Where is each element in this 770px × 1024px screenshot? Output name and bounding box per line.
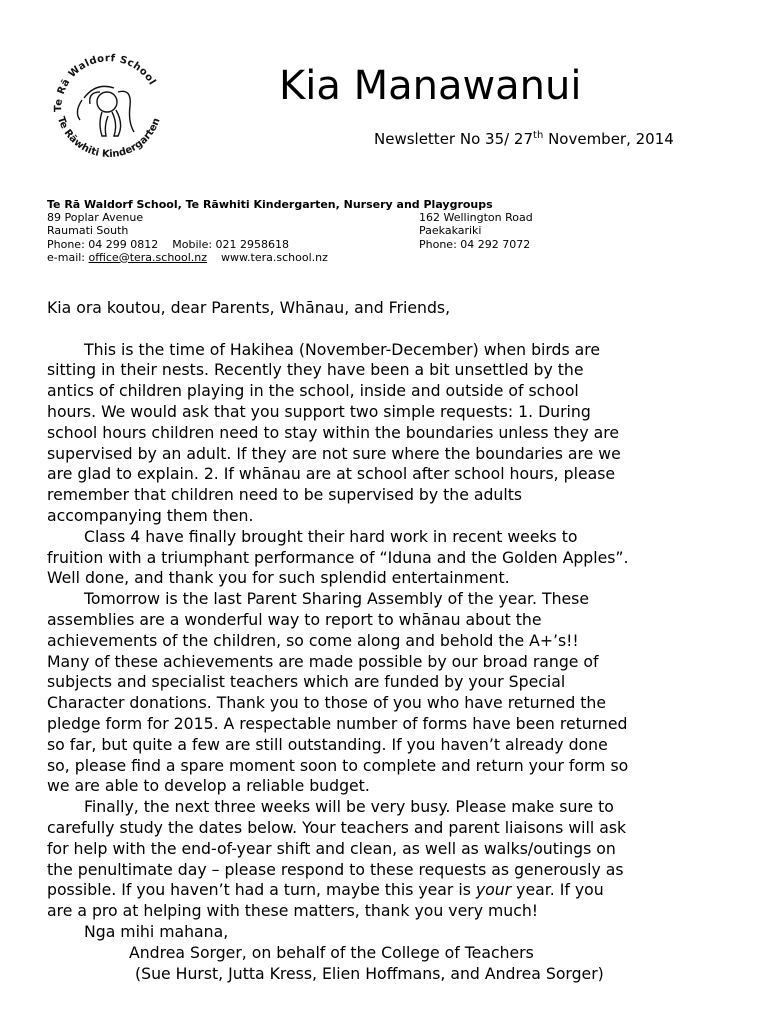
body-line: achievements of the children, so come along and behold the A+’s!! bbox=[47, 630, 579, 650]
body-line: antics of children playing in the school, inside and outside of school bbox=[47, 381, 579, 401]
body-line: Class 4 have finally brought their hard work in recent weeks to bbox=[84, 526, 578, 546]
org-name: Te Rā Waldorf School, Te Rāwhiti Kindergarten, Nursery and Playgroups bbox=[47, 198, 493, 211]
body-line: Many of these achievements are made possible by our broad range of bbox=[47, 651, 599, 671]
phone-left: Phone: 04 299 0812 bbox=[47, 237, 159, 251]
svg-text:Te Rāwhiti Kindergarten bbox=[55, 115, 163, 160]
email-link[interactable]: office@tera.school.nz bbox=[88, 250, 208, 264]
body-line: pledge form for 2015. A respectable number of forms have been returned bbox=[47, 713, 628, 733]
signature: Andrea Sorger, on behalf of the College of Teachers bbox=[129, 942, 534, 962]
body-line: Character donations. Thank you to those of you who have returned the bbox=[47, 693, 607, 713]
logo-text-top: Te Rā Waldorf School bbox=[53, 53, 158, 113]
body-line: carefully study the dates below. Your teachers and parent liaisons will ask bbox=[47, 817, 627, 837]
body-line: so far, but quite a few are still outstanding. If you haven’t already done bbox=[47, 734, 608, 754]
body-line: so, please find a spare moment soon to complete and return your form so bbox=[47, 755, 629, 775]
address-line-2: Raumati South bbox=[47, 224, 129, 238]
body-line: remember that children need to be supervised by the adults bbox=[47, 485, 523, 505]
body-line: sitting in their nests. Recently they have been a bit unsettled by the bbox=[47, 360, 584, 380]
phone-right: Phone: 04 292 7072 bbox=[419, 237, 531, 251]
address-right-line-2: Paekakariki bbox=[419, 224, 482, 238]
svg-text:Te Rā Waldorf School bbox=[53, 53, 158, 112]
logo-figure bbox=[77, 86, 134, 136]
newsletter-sup: th bbox=[533, 130, 544, 141]
closing: Nga mihi mahana, bbox=[84, 921, 229, 941]
body-line: Tomorrow is the last Parent Sharing Assembly of the year. These bbox=[84, 589, 589, 609]
body-line: supervised by an adult. If they are not sure where the boundaries are we bbox=[47, 443, 621, 463]
body-line: hours. We would ask that you support two simple requests: 1. During bbox=[47, 401, 591, 421]
body-line: school hours children need to stay within the boundaries unless they are bbox=[47, 422, 619, 442]
address-right-line-1: 162 Wellington Road bbox=[419, 211, 533, 225]
body-line: for help with the end-of-year shift and clean, as well as walks/outings on bbox=[47, 838, 616, 858]
body-line: we are able to develop a reliable budget. bbox=[47, 776, 370, 796]
body-line: assemblies are a wonderful way to report to whānau about the bbox=[47, 609, 542, 629]
body-line-your bbox=[47, 880, 737, 901]
page-title: Kia Manawanui bbox=[279, 63, 582, 109]
body-line: Finally, the next three weeks will be very busy. Please make sure to bbox=[84, 797, 614, 817]
newsletter-prefix: Newsletter No 35/ 27 bbox=[374, 130, 534, 148]
greeting: Kia ora koutou, dear Parents, Whānau, and Friends, bbox=[47, 298, 451, 317]
body-line: subjects and specialist teachers which are funded by your Special bbox=[47, 672, 566, 692]
body-line: This is the time of Hakihea (November-December) when birds are bbox=[84, 339, 601, 359]
body-line: accompanying them then. bbox=[47, 505, 254, 525]
your-pre: possible. If you haven’t had a turn, maybe this year is bbox=[47, 880, 476, 900]
address-line-1: 89 Poplar Avenue bbox=[47, 211, 144, 225]
body-line: are glad to explain. 2. If whānau are at school after school hours, please bbox=[47, 464, 616, 484]
body-line: Well done, and thank you for such splendid entertainment. bbox=[47, 568, 510, 588]
newsletter-suffix: November, 2014 bbox=[543, 130, 674, 148]
contact-block bbox=[47, 198, 737, 264]
signature-names: (Sue Hurst, Jutta Kress, Elien Hoffmans, and Andrea Sorger) bbox=[135, 963, 604, 983]
your-post: year. If you bbox=[511, 880, 604, 900]
logo-text-bottom: Te Rāwhiti Kindergarten bbox=[54, 115, 163, 161]
newsletter-number bbox=[374, 130, 674, 148]
school-logo bbox=[44, 40, 174, 170]
letter-body bbox=[47, 298, 737, 984]
body-line: are a pro at helping with these matters, thank you very much! bbox=[47, 901, 539, 921]
mobile: Mobile: 021 2958618 bbox=[172, 237, 290, 251]
your-emphasis: your bbox=[475, 880, 512, 900]
body-line: the penultimate day – please respond to these requests as generously as bbox=[47, 859, 624, 879]
body-line: fruition with a triumphant performance of “Iduna and the Golden Apples”. bbox=[47, 547, 629, 567]
website-link[interactable]: www.tera.school.nz bbox=[221, 250, 328, 264]
email-label: e-mail: bbox=[47, 250, 89, 264]
